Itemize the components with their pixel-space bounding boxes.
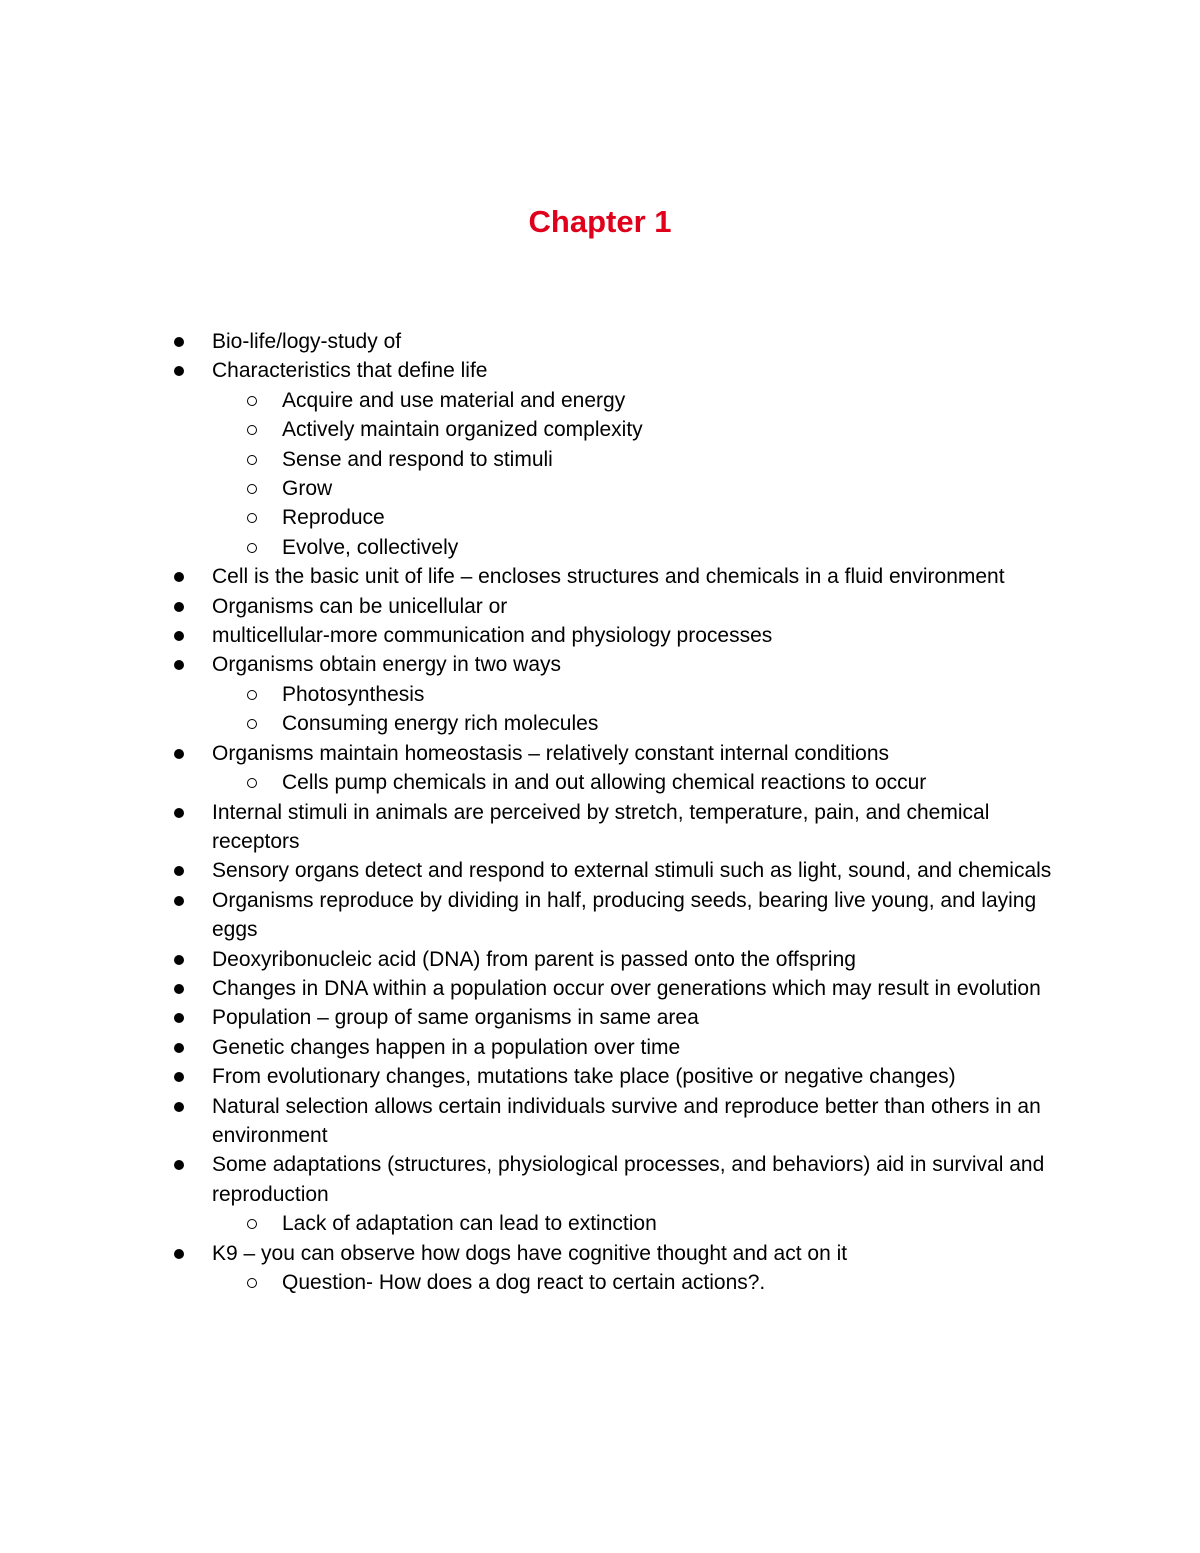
- sub-bullet-item: [0, 503, 1200, 532]
- bullet-text: Organisms maintain homeostasis – relatively constant internal conditions: [212, 741, 889, 765]
- bullet-item: [0, 1062, 1200, 1091]
- bullet-disc-icon: [174, 749, 184, 759]
- bullet-item: [0, 562, 1200, 591]
- bullet-text: Acquire and use material and energy: [282, 388, 626, 412]
- bullet-text: multicellular-more communication and physiology processes: [212, 624, 773, 648]
- sub-bullet-item: [0, 680, 1200, 709]
- bullet-text: Cell is the basic unit of life – encloses structures and chemicals in a fluid environment: [212, 565, 1005, 589]
- bullet-disc-icon: [174, 1102, 184, 1112]
- bullet-text: Characteristics that define life: [212, 359, 488, 383]
- bullet-disc-icon: [174, 1043, 184, 1053]
- bullet-text: Grow: [282, 477, 333, 501]
- bullet-text: Lack of adaptation can lead to extinction: [282, 1212, 657, 1236]
- sub-bullet-item: [0, 415, 1200, 444]
- bullet-item: [0, 945, 1200, 974]
- bullet-disc-icon: [174, 660, 184, 670]
- bullet-disc-icon: [174, 572, 184, 582]
- bullet-disc-icon: [174, 1160, 184, 1170]
- bullet-item: [0, 1092, 1200, 1151]
- bullet-item: [0, 650, 1200, 679]
- bullet-text: K9 – you can observe how dogs have cognitive thought and act on it: [212, 1241, 848, 1265]
- bullet-disc-icon: [174, 631, 184, 641]
- bullet-text: From evolutionary changes, mutations take place (positive or negative changes): [212, 1065, 956, 1089]
- bullet-disc-icon: [174, 602, 184, 612]
- bullet-circle-icon: [247, 778, 257, 788]
- bullet-disc-icon: [174, 1013, 184, 1023]
- bullet-circle-icon: [247, 513, 257, 523]
- bullet-text: Reproduce: [282, 506, 385, 530]
- bullet-text: Actively maintain organized complexity: [282, 418, 643, 442]
- bullet-circle-icon: [247, 455, 257, 465]
- bullet-item: [0, 621, 1200, 650]
- bullet-text: Genetic changes happen in a population over time: [212, 1035, 681, 1059]
- bullet-text: Population – group of same organisms in same area: [212, 1006, 699, 1030]
- bullet-text: Natural selection allows certain individuals survive and reproduce better than others in an environment: [212, 1094, 1041, 1147]
- chapter-title: Chapter 1: [528, 204, 672, 239]
- bullet-text: Changes in DNA within a population occur over generations which may result in evolution: [212, 976, 1041, 1000]
- bullet-item: [0, 1033, 1200, 1062]
- bullet-item: [0, 1239, 1200, 1268]
- bullet-item: [0, 798, 1200, 857]
- bullet-disc-icon: [174, 1072, 184, 1082]
- sub-bullet-item: [0, 1268, 1200, 1297]
- bullet-text: Organisms reproduce by dividing in half, producing seeds, bearing live young, and laying eggs: [212, 888, 1037, 942]
- bullet-disc-icon: [174, 955, 184, 965]
- bullet-item: [0, 327, 1200, 356]
- bullet-text: Organisms can be unicellular or: [212, 594, 508, 618]
- bullet-disc-icon: [174, 866, 184, 876]
- bullet-circle-icon: [247, 396, 257, 406]
- bullet-disc-icon: [174, 366, 184, 376]
- bullet-text: Consuming energy rich molecules: [282, 712, 599, 736]
- bullet-text: Bio-life/logy-study of: [212, 330, 402, 353]
- bullet-circle-icon: [247, 543, 257, 553]
- bullet-text: Some adaptations (structures, physiological processes, and behaviors) aid in survival and reproduction: [212, 1153, 1045, 1206]
- bullet-text: Organisms obtain energy in two ways: [212, 653, 561, 677]
- bullet-disc-icon: [174, 808, 184, 818]
- bullet-text: Sensory organs detect and respond to external stimuli such as light, sound, and chemicals: [212, 859, 1052, 883]
- bullet-text: Photosynthesis: [282, 682, 425, 706]
- sub-bullet-item: [0, 768, 1200, 797]
- bullet-text: Sense and respond to stimuli: [282, 447, 553, 471]
- bullet-text: Cells pump chemicals in and out allowing chemical reactions to occur: [282, 771, 927, 795]
- bullet-circle-icon: [247, 719, 257, 729]
- bullet-item: [0, 356, 1200, 385]
- bullet-text: Question- How does a dog react to certain actions?.: [282, 1271, 766, 1294]
- notes-outline: [0, 327, 1200, 1297]
- bullet-circle-icon: [247, 425, 257, 435]
- bullet-circle-icon: [247, 484, 257, 494]
- sub-bullet-item: [0, 1209, 1200, 1238]
- bullet-item: [0, 739, 1200, 768]
- sub-bullet-item: [0, 533, 1200, 562]
- bullet-item: [0, 1150, 1200, 1209]
- bullet-item: [0, 974, 1200, 1003]
- sub-bullet-item: [0, 386, 1200, 415]
- sub-bullet-item: [0, 445, 1200, 474]
- bullet-text: Evolve, collectively: [282, 535, 459, 559]
- bullet-circle-icon: [247, 1278, 257, 1288]
- bullet-item: [0, 886, 1200, 945]
- bullet-disc-icon: [174, 984, 184, 994]
- bullet-item: [0, 1003, 1200, 1032]
- bullet-circle-icon: [247, 1219, 257, 1229]
- bullet-text: Internal stimuli in animals are perceived by stretch, temperature, pain, and chemical receptors: [212, 800, 990, 853]
- bullet-disc-icon: [174, 896, 184, 906]
- bullet-disc-icon: [174, 337, 184, 347]
- bullet-circle-icon: [247, 690, 257, 700]
- bullet-item: [0, 592, 1200, 621]
- bullet-text: Deoxyribonucleic acid (DNA) from parent is passed onto the offspring: [212, 947, 856, 971]
- bullet-item: [0, 856, 1200, 885]
- bullet-disc-icon: [174, 1249, 184, 1259]
- sub-bullet-item: [0, 474, 1200, 503]
- sub-bullet-item: [0, 709, 1200, 738]
